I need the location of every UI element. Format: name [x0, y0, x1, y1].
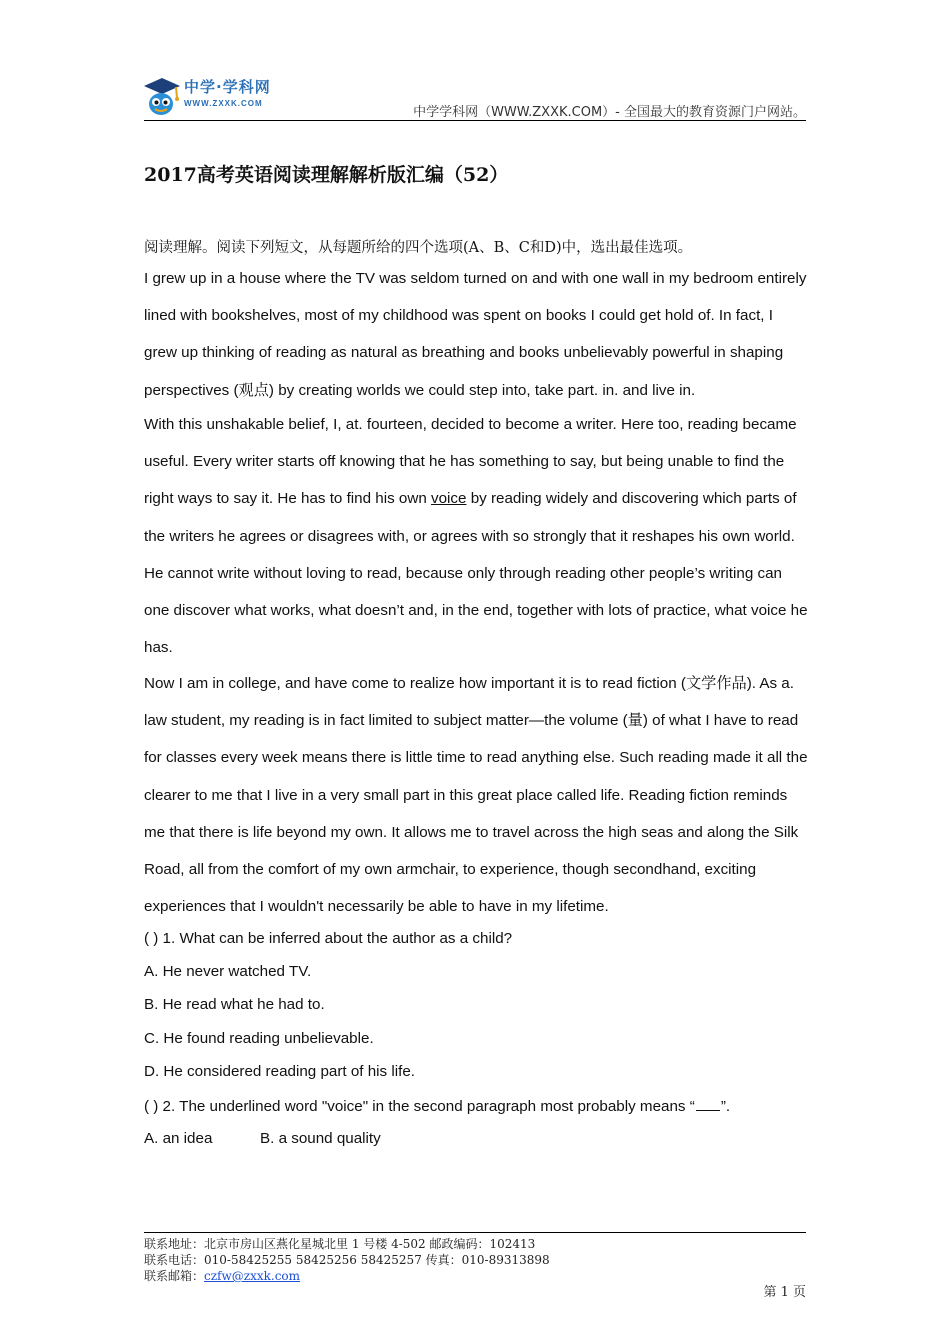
page-number: 第 1 页: [763, 1285, 806, 1300]
logo-text: 中学·学科网: [184, 78, 271, 96]
question-2: [144, 1097, 730, 1115]
question-2-closing: ”.: [720, 1098, 731, 1115]
underlined-word-voice: voice: [431, 490, 467, 508]
footer-divider: [144, 1232, 806, 1233]
passage-paragraph-3: Now I am in college, and have come to realize how important it is to read fiction (文学作品). As a. law student, my reading is in fact limited to subject matter—the volume (量) of what I have to read for classes every week means there is little time to read anything else. Such reading made it all the clearer to me that I live in a very small part in this great place called life. Reading fiction reminds me that there is life beyond my own. It allows me to travel across the high seas and along the Silk Road, all from the comfort of my own armchair, to experience, though secondhand, exciting experiences that I wouldn't necessarily be able to have in my lifetime.: [144, 675, 808, 916]
question-1-option-b: B. He read what he had to.: [144, 996, 325, 1013]
graduate-mascot-icon: [140, 74, 184, 120]
answer-blank: [696, 1097, 720, 1111]
footer-address: 联系地址：北京市房山区燕化星城北里 1 号楼 4-502 邮政编码：102413: [144, 1237, 536, 1251]
passage-paragraph-2: [144, 406, 808, 666]
question-1-option-d: D. He considered reading part of his life.: [144, 1063, 415, 1080]
logo-url: WWW.ZXXK.COM: [184, 99, 263, 108]
footer-email-line: [144, 1267, 300, 1284]
question-2-text: ( ) 2. The underlined word "voice" in the second paragraph most probably means “: [144, 1098, 695, 1115]
page-title: 2017高考英语阅读理解解析版汇编（52）: [144, 164, 509, 186]
paragraph-2-text-after: by reading widely and discovering which parts of the writers he agrees or disagrees with, or agrees with so strongly that it reshapes his own world. He cannot write without loving to read, because only through reading other people’s writing can one discover what works, what doesn’t and, in the end, together with lots of practice, what voice he has.: [144, 490, 808, 657]
question-2-option-a: A. an idea: [144, 1130, 213, 1147]
footer-email-link[interactable]: czfw@zxxk.com: [204, 1269, 301, 1283]
site-logo[interactable]: [140, 74, 290, 120]
footer-email-label: 联系邮箱：: [144, 1269, 205, 1283]
header-site-text: 中学学科网（WWW.ZXXK.COM）- 全国最大的教育资源门户网站。: [413, 105, 806, 120]
footer-phone: 联系电话：010-58425255 58425256 58425257 传真：010-89313898: [144, 1253, 550, 1267]
question-2-option-b: B. a sound quality: [260, 1130, 381, 1147]
passage-paragraph-1: I grew up in a house where the TV was seldom turned on and with one wall in my bedroom entirely lined with bookshelves, most of my childhood was spent on books I could get hold of. In fact, I grew up thinking of reading as natural as breathing and books unbelievably powerful in shaping perspectives (观点) by creating worlds we could step into, take part. in. and live in.: [144, 270, 807, 399]
header-divider: [144, 120, 806, 121]
paragraph-2-text-before: With this unshakable belief, I, at. fourteen, decided to become a writer. Here too, reading became useful. Every writer starts off knowing that he has something to say, but being unable to find the right ways to say it. He has to find his own: [144, 416, 797, 508]
question-1-option-a: A. He never watched TV.: [144, 963, 312, 980]
question-1: ( ) 1. What can be inferred about the author as a child?: [144, 930, 513, 947]
question-1-option-c: C. He found reading unbelievable.: [144, 1030, 374, 1047]
instruction-text: 阅读理解。阅读下列短文，从每题所给的四个选项(A、B、C和D)中，选出最佳选项。: [144, 240, 693, 256]
